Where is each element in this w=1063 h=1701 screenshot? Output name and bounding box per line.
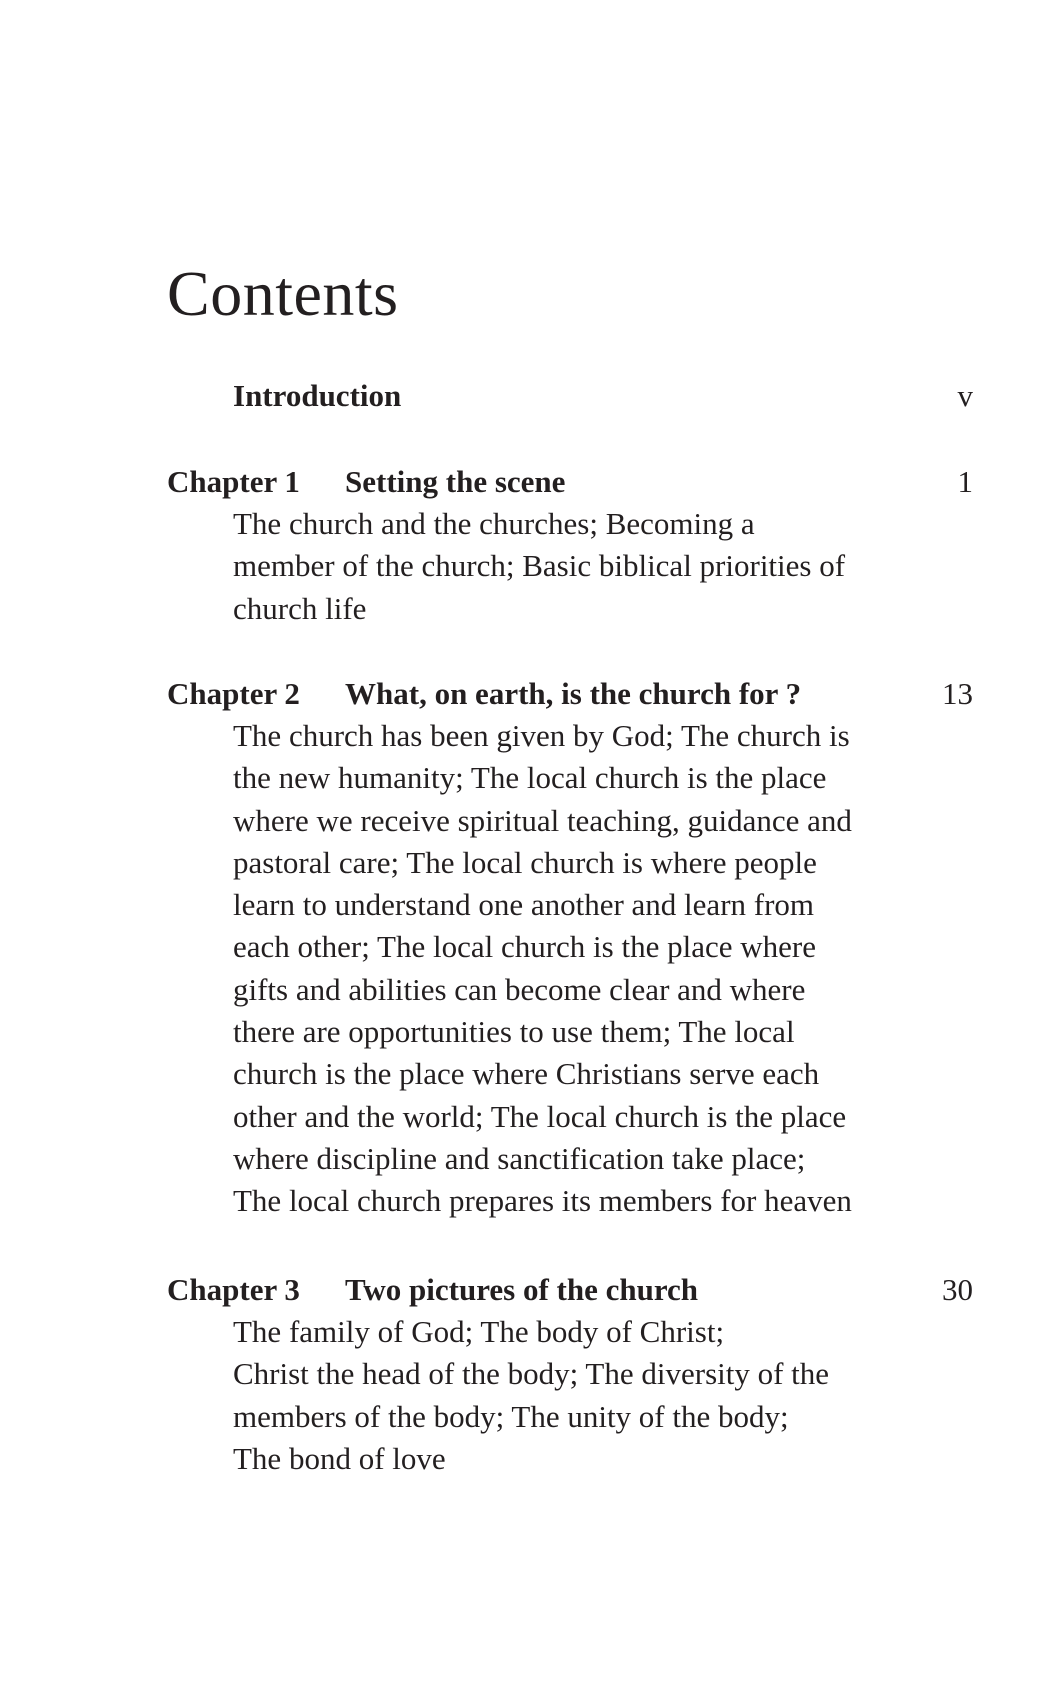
summary-line: The local church prepares its members for heaven	[233, 1183, 852, 1219]
summary-line: other and the world; The local church is the place	[233, 1098, 847, 1134]
summary-line: learn to understand one another and learn from	[233, 887, 815, 923]
page-number: v	[957, 378, 973, 413]
chapter-label: Chapter 2	[167, 676, 300, 711]
summary-line: church is the place where Christians serve each	[233, 1056, 820, 1092]
summary-line: there are opportunities to use them; The local	[233, 1014, 795, 1050]
chapter-summary	[233, 1311, 913, 1480]
summary-line: church life	[233, 590, 367, 626]
page-number: 30	[942, 1272, 973, 1307]
summary-line: each other; The local church is the place where	[233, 929, 816, 965]
chapter-title: Setting the scene	[345, 464, 566, 499]
summary-line: where discipline and sanctification take place;	[233, 1140, 806, 1176]
page-title: Contents	[167, 258, 399, 329]
chapter-title: Two pictures of the church	[345, 1272, 699, 1307]
summary-line: the new humanity; The local church is the place	[233, 760, 827, 796]
chapter-label: Chapter 1	[167, 464, 300, 499]
summary-line: gifts and abilities can become clear and where	[233, 971, 806, 1007]
summary-line: members of the body; The unity of the body;	[233, 1398, 789, 1434]
summary-line: where we receive spiritual teaching, guidance and	[233, 802, 852, 838]
summary-line: member of the church; Basic biblical priorities of	[233, 548, 846, 584]
toc-entry-chapter-2[interactable]	[167, 673, 973, 1223]
toc-entry-chapter-1[interactable]	[167, 461, 973, 630]
summary-line: The bond of love	[233, 1440, 446, 1476]
summary-line: The church and the churches; Becoming a	[233, 506, 755, 541]
page-number: 1	[957, 464, 973, 499]
chapter-label: Chapter 3	[167, 1272, 300, 1307]
summary-line: The church has been given by God; The church is	[233, 718, 850, 753]
toc-entry-chapter-3[interactable]	[167, 1269, 973, 1480]
chapter-summary	[233, 715, 913, 1223]
summary-line: Christ the head of the body; The diversity of the	[233, 1356, 830, 1392]
introduction-label: Introduction	[233, 378, 402, 413]
chapter-title: What, on earth, is the church for ?	[345, 676, 802, 711]
page-number: 13	[942, 676, 973, 711]
summary-line: pastoral care; The local church is where people	[233, 844, 817, 880]
toc-entry-introduction[interactable]	[167, 375, 973, 417]
chapter-summary	[233, 503, 913, 630]
summary-line: The family of God; The body of Christ;	[233, 1314, 725, 1349]
